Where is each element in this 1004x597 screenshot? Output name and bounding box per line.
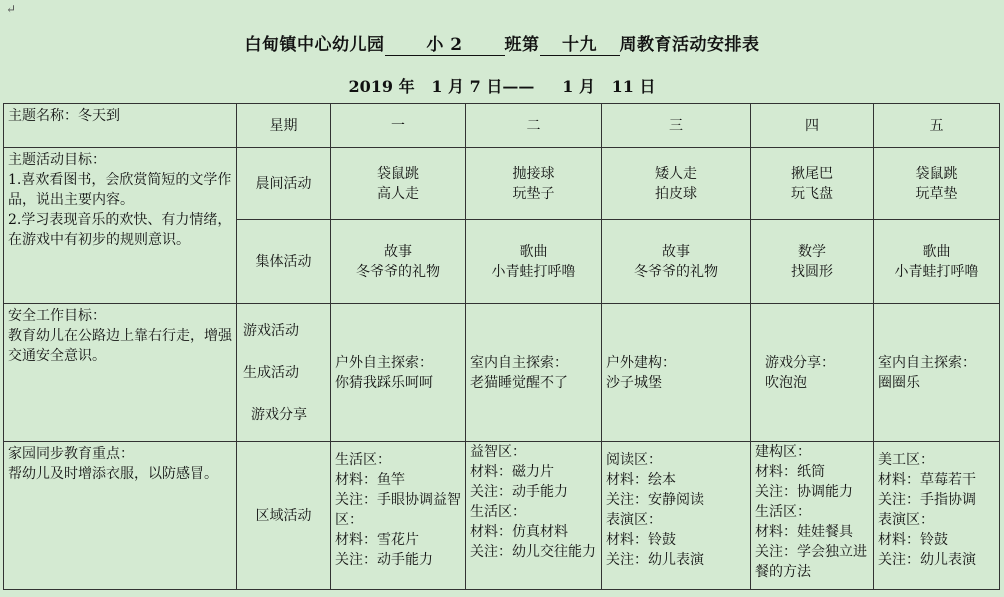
area-cell (874, 442, 1000, 590)
cell-text: 吹泡泡 (765, 374, 807, 391)
day-label-dash: 日—— (486, 77, 535, 96)
cell-text: 冬爷爷的礼物 (356, 263, 440, 280)
cell-text: 矮人走 (655, 165, 697, 182)
cell-text: 阅读区： (606, 452, 662, 468)
cell-text: 关注：手指协调 (878, 492, 976, 508)
goal-line: 1.喜欢看图书，会欣赏简短的文学作品，说出主要内容。 (8, 172, 232, 208)
cell-text: 你猜我踩乐呵呵 (335, 374, 433, 391)
month-label: 月 (448, 77, 465, 96)
weekday-header: 星期 (237, 104, 331, 148)
group-cell (466, 220, 602, 304)
cell-text: 游戏分享 (251, 406, 307, 423)
schedule-table (3, 103, 1000, 590)
area-cell (331, 442, 466, 590)
start-day: 7 (469, 77, 481, 96)
cell-text: 材料：纸筒 (755, 464, 825, 480)
day-header-3: 三 (602, 104, 751, 148)
area-label: 区域活动 (237, 442, 331, 590)
page-title (0, 30, 1004, 56)
group-label: 集体活动 (237, 220, 331, 304)
month-label: 月 (578, 77, 595, 96)
goal-line: 2.学习表现音乐的欢快、有力情绪，在游戏中有初步的规则意识。 (8, 212, 232, 248)
cell-text: 关注：安静阅读 (606, 492, 704, 508)
cell-text: 美工区： (878, 452, 934, 468)
morning-label: 晨间活动 (237, 148, 331, 220)
cell-text: 故事 (384, 243, 412, 260)
cell-text: 生活区： (755, 504, 811, 520)
safety-cell (4, 304, 237, 442)
cell-text: 生活区： (335, 452, 391, 468)
cell-text: 户外建构： (606, 354, 676, 371)
cell-text: 游戏分享： (765, 354, 835, 371)
cell-text: 揪尾巴 (791, 165, 833, 182)
school-name: 白甸镇中心幼儿园 (244, 35, 385, 55)
cell-text: 关注：幼儿表演 (878, 552, 976, 568)
morning-cell (466, 148, 602, 220)
cell-text: 小青蛙打呼噜 (491, 263, 576, 280)
cell-text: 生成活动 (243, 364, 299, 381)
cell-text: 袋鼠跳 (377, 165, 419, 182)
game-row (4, 304, 1000, 442)
area-cell (602, 442, 751, 590)
game-labels (237, 304, 331, 442)
group-cell (602, 220, 751, 304)
cell-text: 小青蛙打呼噜 (894, 263, 979, 280)
safety-text: 教育幼儿在公路边上靠右行走，增强交通安全意识。 (8, 328, 232, 364)
area-row (4, 442, 1000, 590)
cell-text: 材料：铃鼓 (606, 532, 676, 548)
start-year: 2019 (348, 77, 393, 96)
cell-text: 游戏活动 (243, 322, 299, 339)
start-month: 1 (431, 77, 443, 96)
cell-text: 玩草垫 (915, 185, 958, 202)
cell-text: 材料：草莓若干 (878, 472, 976, 488)
cell-text: 表演区： (606, 512, 662, 528)
cell-text: 关注：动手能力 (470, 484, 568, 500)
header-row (4, 104, 1000, 148)
morning-cell (751, 148, 874, 220)
morning-cell (602, 148, 751, 220)
cell-text: 歌曲 (922, 243, 951, 260)
cell-text: 找圆形 (791, 263, 833, 280)
morning-row (4, 148, 1000, 220)
cell-text: 冬爷爷的礼物 (634, 263, 718, 280)
day-header-1: 一 (331, 104, 466, 148)
cell-text: 表演区： (878, 512, 934, 528)
morning-cell (331, 148, 466, 220)
cell-text: 沙子城堡 (606, 374, 662, 391)
cell-text: 材料：仿真材料 (470, 524, 568, 540)
cell-text: 材料：娃娃餐具 (755, 524, 853, 540)
group-cell (331, 220, 466, 304)
game-cell (331, 304, 466, 442)
day-header-2: 二 (466, 104, 602, 148)
cell-text: 户外自主探索： (335, 354, 433, 371)
cell-text: 关注：动手能力 (335, 552, 433, 568)
cell-text: 玩飞盘 (791, 185, 833, 202)
area-cell (751, 442, 874, 590)
area-cell (466, 442, 602, 590)
paragraph-mark: ↵ (6, 2, 17, 16)
cell-text: 材料：绘本 (606, 472, 676, 488)
game-cell (874, 304, 1000, 442)
cell-text: 圈圈乐 (878, 374, 920, 391)
cell-text: 关注：学会独立进餐的方法 (755, 544, 867, 580)
cell-text: 生活区： (470, 504, 526, 520)
title-mid: 班第 (504, 35, 540, 55)
goals-cell (4, 148, 237, 304)
end-day: 11 (611, 77, 634, 96)
day-header-4: 四 (751, 104, 874, 148)
game-cell (466, 304, 602, 442)
class-name: 小 2 (385, 30, 505, 56)
theme-name: 主题名称：冬天到 (4, 104, 237, 148)
date-range (0, 74, 1004, 97)
cell-text: 材料：鱼竿 (335, 472, 405, 488)
cell-text: 数学 (798, 243, 826, 260)
day-label: 日 (639, 77, 656, 96)
morning-cell (874, 148, 1000, 220)
end-month: 1 (562, 77, 574, 96)
cell-text: 关注：幼儿交往能力 (470, 544, 596, 560)
cell-text: 材料：雪花片 (335, 532, 419, 548)
cell-text: 材料：铃鼓 (878, 532, 948, 548)
day-header-5: 五 (874, 104, 1000, 148)
cell-text: 建构区： (755, 444, 811, 460)
week-number: 十九 (540, 30, 620, 56)
cell-text: 关注：协调能力 (755, 484, 853, 500)
cell-text: 玩垫子 (512, 185, 555, 202)
cell-text: 歌曲 (519, 243, 548, 260)
title-suffix: 周教育活动安排表 (619, 35, 760, 55)
goals-label: 主题活动目标： (8, 152, 106, 168)
year-label: 年 (398, 77, 415, 96)
cell-text: 材料：磁力片 (470, 464, 554, 480)
cell-text: 老猫睡觉醒不了 (470, 374, 568, 391)
cell-text: 抛接球 (512, 165, 555, 182)
cell-text: 关注：幼儿表演 (606, 552, 704, 568)
cell-text: 拍皮球 (655, 185, 697, 202)
safety-label: 安全工作目标： (8, 308, 106, 324)
cell-text: 故事 (662, 243, 690, 260)
group-cell (874, 220, 1000, 304)
home-cell (4, 442, 237, 590)
home-label: 家园同步教育重点： (8, 446, 134, 462)
home-text: 帮幼儿及时增添衣服，以防感冒。 (8, 466, 218, 482)
cell-text: 室内自主探索： (470, 354, 568, 371)
cell-text: 袋鼠跳 (915, 165, 958, 182)
cell-text: 高人走 (377, 185, 419, 202)
cell-text: 益智区： (470, 444, 526, 460)
cell-text: 室内自主探索： (878, 354, 976, 371)
group-cell (751, 220, 874, 304)
game-cell (751, 304, 874, 442)
game-cell (602, 304, 751, 442)
cell-text: 关注：手眼协调益智区： (335, 492, 461, 528)
